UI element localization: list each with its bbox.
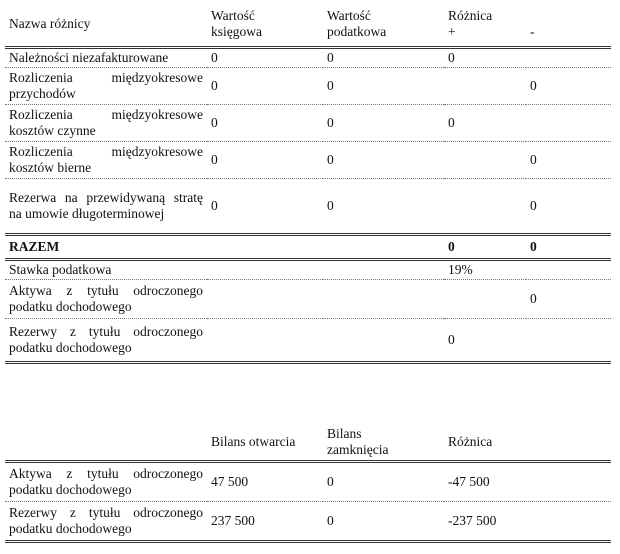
total-label: RAZEM [5, 235, 207, 260]
header-difference: Różnica [444, 424, 611, 462]
balance-table [5, 424, 611, 543]
header-minus: - [530, 24, 535, 39]
header-name: Nazwa różnicy [5, 2, 207, 48]
table-row: Rezerwa na przewidywaną stratę na umowie długoterminowej 0 0 0 [5, 179, 611, 235]
deferred-tax-differences-table [5, 2, 611, 364]
table-row: Rozliczenia międzyokresowe kosztów bierne 0 0 0 [5, 142, 611, 179]
table-row: Należności niezafakturowane 0 0 0 [5, 48, 611, 68]
tax-rate-label: Stawka podatkowa [5, 260, 207, 280]
tax-rate-row [5, 260, 611, 280]
header-opening: Bilans otwarcia [207, 424, 323, 462]
deferred-asset-row: Aktywa z tytułu odroczonego podatku dochodowego 0 [5, 280, 611, 319]
header-plus: + [448, 24, 456, 39]
tax-rate-value: 19% [444, 260, 526, 280]
total-minus: 0 [526, 235, 611, 260]
table-header-row [5, 2, 611, 48]
header-book-value: Wartość księgowa [207, 2, 323, 48]
header-tax-value: Wartość podatkowa [323, 2, 444, 48]
header-difference: Różnica + - [444, 2, 611, 48]
table-header-row [5, 424, 611, 462]
total-plus: 0 [444, 235, 526, 260]
table-row: Rozliczenia międzyokresowe kosztów czynne 0 0 0 [5, 105, 611, 142]
table-row: Rezerwy z tytułu odroczonego podatku dochodowego 237 500 0 -237 500 [5, 502, 611, 542]
total-row [5, 235, 611, 260]
header-closing: Bilans zamknięcia [323, 424, 444, 462]
table-row: Rozliczenia międzyokresowe przychodów 0 0 0 [5, 68, 611, 105]
table-row: Aktywa z tytułu odroczonego podatku dochodowego 47 500 0 -47 500 [5, 462, 611, 502]
deferred-reserve-row: Rezerwy z tytułu odroczonego podatku dochodowego 0 [5, 319, 611, 363]
